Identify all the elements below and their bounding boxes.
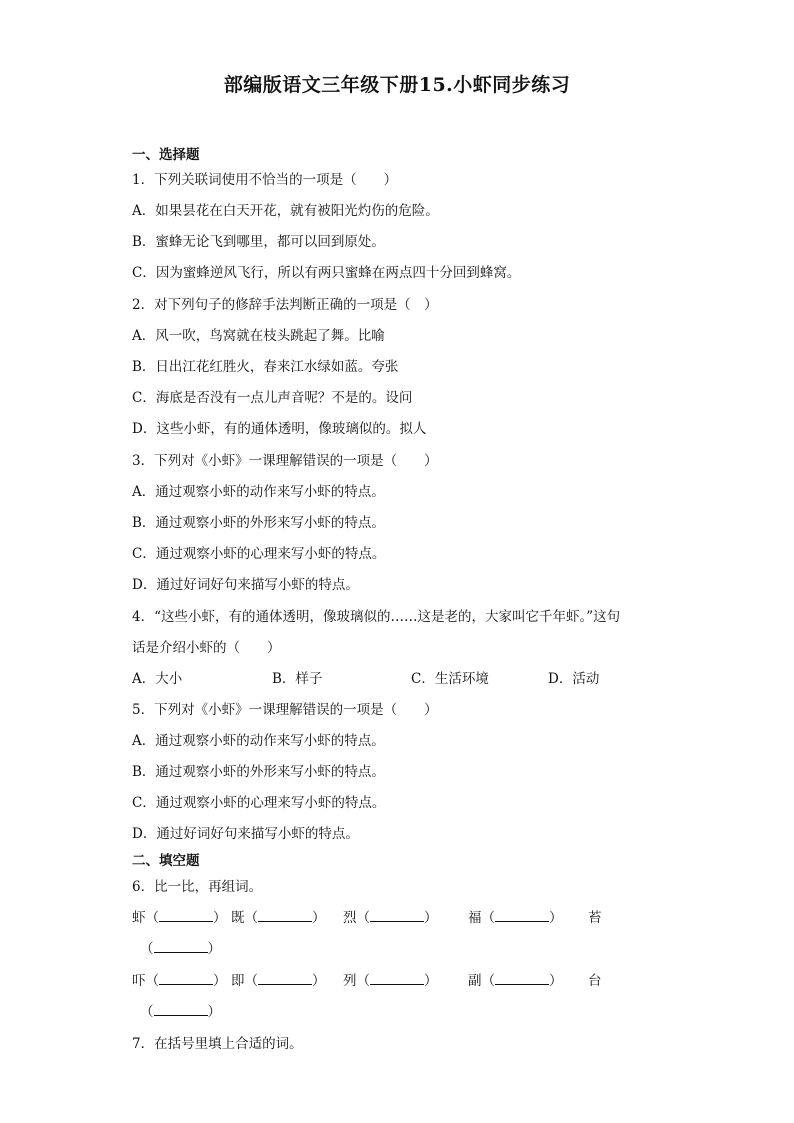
question-5-option-c: C．通过观察小虾的心理来写小虾的特点。 xyxy=(132,795,386,811)
question-6-stem: 6．比一比，再组词。 xyxy=(132,879,263,895)
question-1-option-b: B．蜜蜂无论飞到哪里，都可以回到原处。 xyxy=(132,234,385,250)
char-label: 吓 xyxy=(132,973,146,989)
char-label: 福 xyxy=(468,910,482,926)
question-5-option-b: B．通过观察小虾的外形来写小虾的特点。 xyxy=(132,764,385,780)
word-blank[interactable]: （ ） xyxy=(140,941,221,957)
question-4-stem-line2: 话是介绍小虾的（ ） xyxy=(132,640,281,656)
question-4-option-b: B．样子 xyxy=(272,671,323,687)
char-label: 苔 xyxy=(588,910,602,926)
char-label: 台 xyxy=(588,973,602,989)
question-3-option-d: D．通过好词好句来描写小虾的特点。 xyxy=(132,577,359,593)
question-1-option-c: C．因为蜜蜂逆风飞行，所以有两只蜜蜂在两点四十分回到蜂窝。 xyxy=(132,265,521,281)
word-blank[interactable]: 烈（ ） xyxy=(343,910,438,926)
question-7-stem: 7．在括号里填上合适的词。 xyxy=(132,1036,303,1052)
char-label: 即 xyxy=(231,973,245,989)
char-label: 列 xyxy=(343,973,357,989)
section-heading-fill: 二、填空题 xyxy=(132,853,200,869)
char-label: 烈 xyxy=(343,910,357,926)
question-4-stem-line1: 4．“这些小虾，有的通体透明，像玻璃似的……这是老的，大家叫它千年虾。”这句 xyxy=(132,609,621,625)
word-blank[interactable]: （ ） xyxy=(140,1004,221,1020)
question-5-option-d: D．通过好词好句来描写小虾的特点。 xyxy=(132,826,359,842)
char-label: 既 xyxy=(231,910,245,926)
word-blank[interactable]: 虾（ ） xyxy=(132,910,227,926)
question-5-option-a: A．通过观察小虾的动作来写小虾的特点。 xyxy=(132,733,385,749)
question-2-option-a: A．风一吹，鸟窝就在枝头跳起了舞。比喻 xyxy=(132,328,385,344)
question-1-stem: 1．下列关联词使用不恰当的一项是（ ） xyxy=(132,172,398,188)
question-3-option-a: A．通过观察小虾的动作来写小虾的特点。 xyxy=(132,484,385,500)
question-1-option-a: A．如果昙花在白天开花，就有被阳光灼伤的危险。 xyxy=(132,203,439,219)
word-blank[interactable]: 即（ ） xyxy=(231,973,326,989)
section-heading-choice: 一、选择题 xyxy=(132,147,200,163)
page-title: 部编版语文三年级下册15.小虾同步练习 xyxy=(223,74,571,96)
char-label: 副 xyxy=(468,973,482,989)
word-blank[interactable]: 列（ ） xyxy=(343,973,438,989)
question-3-option-c: C．通过观察小虾的心理来写小虾的特点。 xyxy=(132,546,386,562)
question-4-option-a: A．大小 xyxy=(132,671,183,687)
question-5-stem: 5．下列对《小虾》一课理解错误的一项是（ ） xyxy=(132,702,438,718)
question-2-stem: 2．对下列句子的修辞手法判断正确的一项是（ ） xyxy=(132,297,438,313)
word-blank[interactable]: 既（ ） xyxy=(231,910,326,926)
word-blank[interactable]: 福（ ） xyxy=(468,910,563,926)
question-4-option-d: D．活动 xyxy=(548,671,600,687)
question-3-option-b: B．通过观察小虾的外形来写小虾的特点。 xyxy=(132,515,385,531)
char-label: 虾 xyxy=(132,910,146,926)
word-blank[interactable]: 副（ ） xyxy=(468,973,563,989)
question-2-option-b: B．日出江花红胜火，春来江水绿如蓝。夸张 xyxy=(132,359,399,375)
question-4-option-c: C．生活环境 xyxy=(411,671,489,687)
question-2-option-c: C．海底是否没有一点儿声音呢？不是的。设问 xyxy=(132,390,413,406)
word-blank[interactable]: 吓（ ） xyxy=(132,973,227,989)
question-2-option-d: D．这些小虾，有的通体透明，像玻璃似的。拟人 xyxy=(132,421,427,437)
question-3-stem: 3．下列对《小虾》一课理解错误的一项是（ ） xyxy=(132,453,438,469)
